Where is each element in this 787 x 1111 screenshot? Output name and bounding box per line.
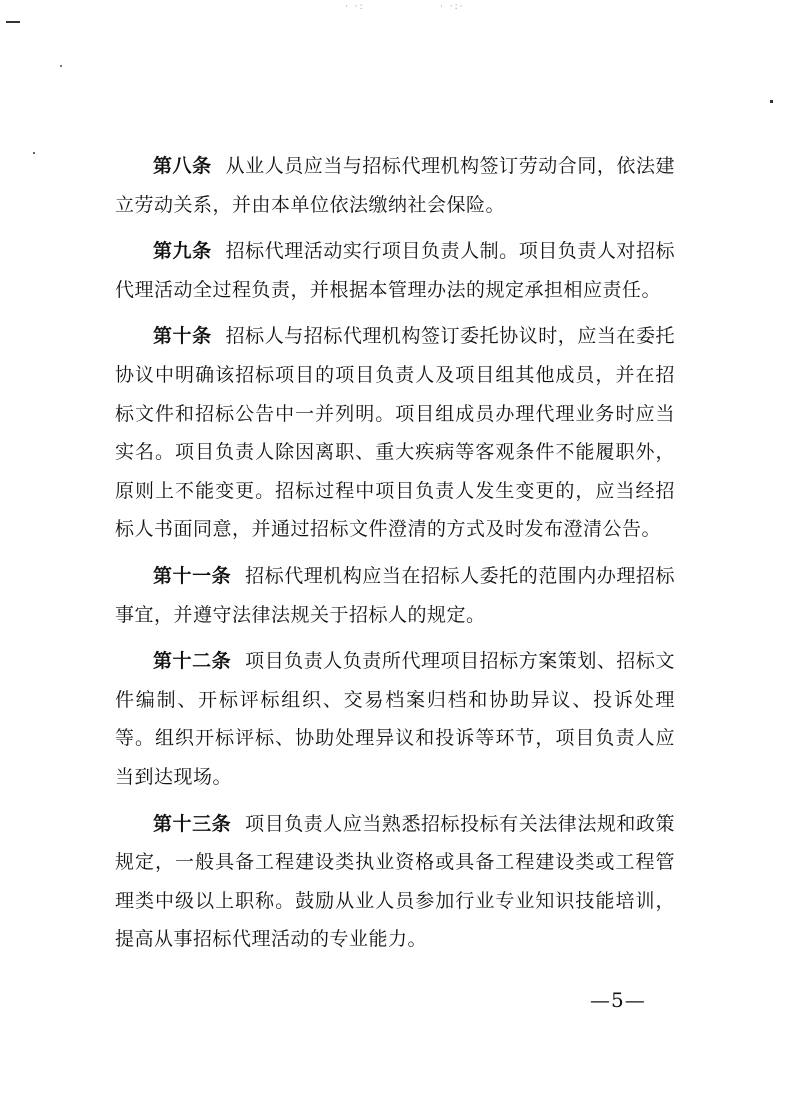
article-text: 招标代理活动实行项目负责人制。项目负责人对招标代理活动全过程负责，并根据本管理办法的规定承担相应责任。 bbox=[115, 240, 675, 301]
article-text: 项目负责人应当熟悉招标投标有关法律法规和政策规定，一般具备工程建设类执业资格或具备工程建设类或工程管理类中级以上职称。鼓励从业人员参加行业专业知识技能培训，提高从事招标代理活动的专业能力。 bbox=[115, 812, 675, 951]
scan-artifact-dot bbox=[770, 100, 773, 103]
article-text: 招标代理机构应当在招标人委托的范围内办理招标事宜，并遵守法律法规关于招标人的规定。 bbox=[115, 564, 675, 626]
article-heading: 第十三条 bbox=[153, 812, 232, 835]
document-body bbox=[115, 147, 675, 967]
article-heading: 第九条 bbox=[153, 240, 212, 263]
article-text: 从业人员应当与招标代理机构签订劳动合同，依法建立劳动关系，并由本单位依法缴纳社会保险。 bbox=[115, 155, 675, 216]
scan-noise: · ·: bbox=[345, 2, 365, 12]
article-heading: 第十二条 bbox=[153, 650, 232, 673]
article-heading: 第十一条 bbox=[153, 564, 232, 587]
article-text: 项目负责人负责所代理项目招标方案策划、招标文件编制、开标评标组织、交易档案归档和协助异议、投诉处理等。组织开标评标、协助处理异议和投诉等环节，项目负责人应当到达现场。 bbox=[115, 650, 675, 788]
article-paragraph bbox=[115, 232, 675, 309]
article-paragraph bbox=[115, 642, 675, 796]
scan-artifact-dot bbox=[33, 152, 35, 154]
article-heading: 第十条 bbox=[153, 325, 212, 348]
article-heading: 第八条 bbox=[153, 155, 212, 177]
article-text: 招标人与招标代理机构签订委托协议时，应当在委托协议中明确该招标项目的项目负责人及项目组其他成员，并在招标文件和招标公告中一并列明。项目组成员办理代理业务时应当实名。项目负责人除因离职、重大疾病等客观条件不能履职外，原则上不能变更。招标过程中项目负责人发生变更的，应当经招标人书面同意，并通过招标文件澄清的方式及时发布澄清公告。 bbox=[115, 325, 675, 541]
article-paragraph bbox=[115, 557, 675, 634]
article-paragraph bbox=[115, 147, 675, 224]
article-paragraph bbox=[115, 317, 675, 549]
scan-noise: · ·:· bbox=[440, 2, 465, 12]
scan-artifact-dash bbox=[6, 21, 20, 23]
article-paragraph bbox=[115, 805, 675, 959]
page-number: —5— bbox=[590, 988, 646, 1012]
scan-artifact-dot bbox=[60, 65, 62, 67]
